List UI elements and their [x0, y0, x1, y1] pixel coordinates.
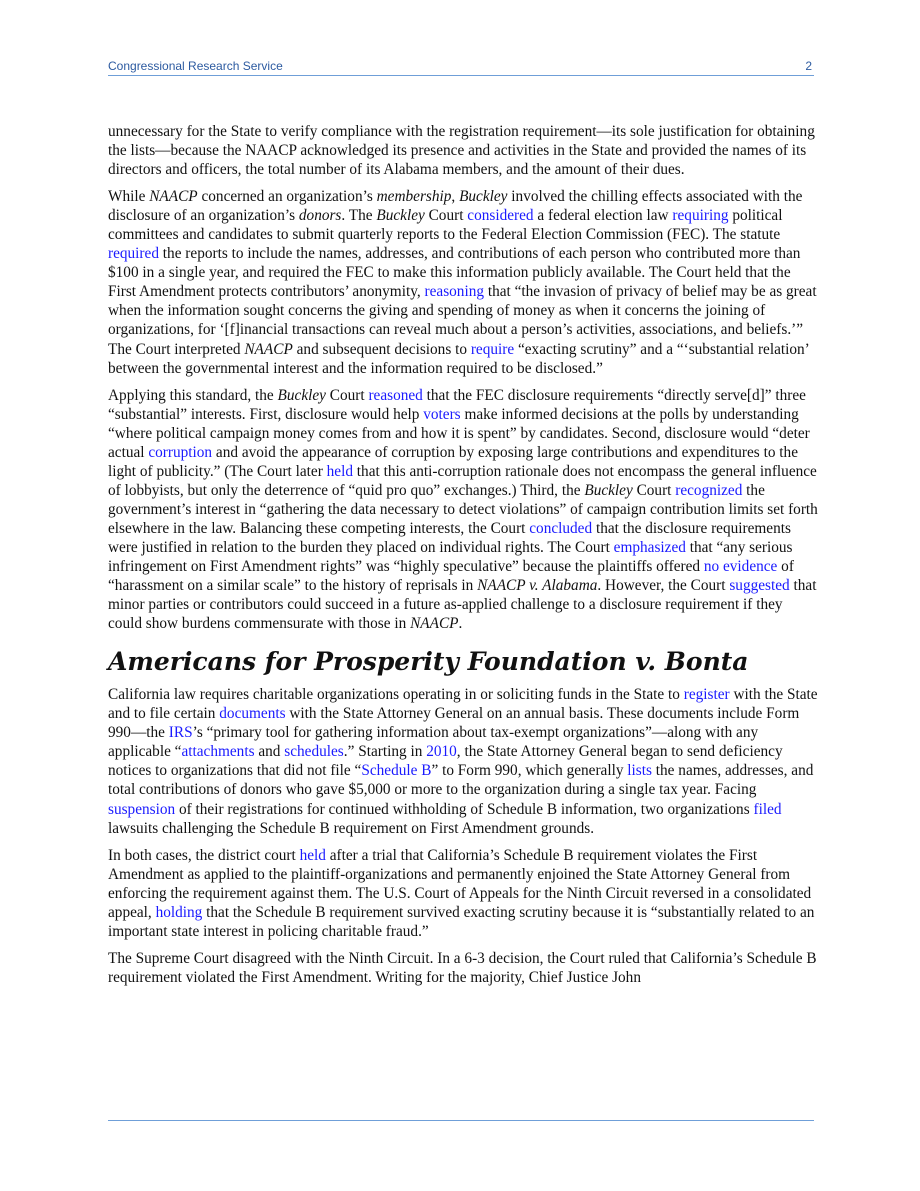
text-run: . The	[341, 207, 377, 225]
italic-text: NAACP	[410, 615, 459, 633]
text-run: the government’s interest in “gathering the data necessary to detect violations” of campaign contribution limits set forth elsewhere in the law. Balancing these competing interests, the Court	[108, 481, 818, 537]
italic-text: Buckley	[459, 188, 508, 206]
text-run: The Supreme Court disagreed with the Ninth Circuit. In a 6-3 decision, the Court ruled that California’s Schedule B requirement violated the First Amendment. Writing for the majority, Chief Justice John	[108, 949, 817, 986]
text-run: Court	[424, 207, 468, 225]
citation-link[interactable]: voters	[423, 405, 461, 423]
page-number: 2	[805, 59, 812, 73]
text-run: and subsequent decisions to	[292, 340, 471, 358]
citation-link[interactable]: lists	[627, 762, 652, 780]
text-run: the names, addresses, and total contributions of donors who gave $5,000 or more to the organization during a single tax year. Facing	[108, 762, 814, 799]
text-run: and	[254, 743, 285, 761]
paragraph-3	[108, 386, 818, 634]
paragraph-2	[108, 187, 818, 377]
italic-text: NAACP v. Alabama	[477, 577, 598, 595]
text-run: that the FEC disclosure requirements “directly serve[d]” three “substantial” interests. First, disclosure would help	[108, 386, 806, 423]
citation-link[interactable]: required	[108, 245, 159, 263]
paragraph-6	[108, 949, 818, 987]
citation-link[interactable]: concluded	[529, 519, 593, 537]
italic-text: Buckley	[277, 386, 326, 404]
page-header	[108, 59, 814, 75]
paragraph-4	[108, 685, 818, 837]
citation-link[interactable]: held	[299, 846, 326, 864]
text-run: with the State and to file certain	[108, 686, 818, 723]
citation-link[interactable]: attachments	[181, 743, 255, 761]
citation-link[interactable]: suggested	[729, 577, 790, 595]
text-run: lawsuits challenging the Schedule B requirement on First Amendment grounds.	[108, 819, 595, 837]
text-run: .	[458, 615, 463, 633]
italic-text: Buckley	[584, 481, 633, 499]
text-run: Court	[632, 481, 676, 499]
header-org: Congressional Research Service	[108, 59, 283, 73]
citation-link[interactable]: holding	[155, 903, 203, 921]
text-run: ” to Form 990, which generally	[431, 762, 628, 780]
citation-link[interactable]: register	[683, 686, 730, 704]
citation-link[interactable]: IRS	[168, 724, 193, 742]
text-run: that “any serious infringement on First Amendment rights” was “highly speculative” because the plaintiffs offered	[108, 538, 793, 576]
text-run: political committees and candidates to submit quarterly reports to the Federal Election Commission (FEC). The statute	[108, 207, 783, 244]
italic-text: membership	[376, 188, 452, 206]
italic-text: NAACP	[244, 340, 293, 358]
text-run: “exacting scrutiny” and a “‘substantial relation’ between the governmental interest and the information required to be disclosed.”	[108, 340, 809, 377]
text-run: ,	[451, 188, 460, 206]
citation-link[interactable]: suspension	[108, 800, 176, 818]
footer-rule	[108, 1120, 814, 1121]
citation-link[interactable]: 2010	[426, 743, 457, 761]
text-run: of their registrations for continued withholding of Schedule B information, two organizations	[175, 800, 754, 818]
text-run: .” Starting in	[343, 743, 427, 761]
paragraph-1	[108, 122, 818, 179]
paragraph-5	[108, 846, 818, 941]
text-run: While	[108, 188, 150, 206]
text-run: that the disclosure requirements were justified in relation to the burden they placed on individual rights. The Court	[108, 519, 791, 556]
text-run: that the Schedule B requirement survived exacting scrutiny because it is “substantially related to an important state interest in policing charitable fraud.”	[108, 903, 815, 940]
text-run: the reports to include the names, addresses, and contributions of each person who contributed more than $100 in a single year, and required the FEC to make this information publicly available. The Court held that the First Amendment protects contributors’ anonymity,	[108, 245, 801, 301]
document-body	[108, 122, 818, 995]
citation-link[interactable]: considered	[467, 207, 534, 225]
text-run: , the State Attorney General began to send deficiency notices to organizations that did not file “	[108, 743, 783, 780]
text-run: concerned an organization’s	[197, 188, 377, 206]
text-run: a federal election law	[533, 207, 673, 225]
citation-link[interactable]: recognized	[675, 481, 743, 499]
section-heading: Americans for Prosperity Foundation v. Bonta	[108, 647, 749, 677]
text-run: Applying this standard, the	[108, 386, 278, 404]
citation-link[interactable]: emphasized	[613, 538, 686, 556]
text-run: California law requires charitable organizations operating in or soliciting funds in the State to	[108, 686, 684, 704]
text-run: ’s “primary tool for gathering information about tax-exempt organizations”—along with any applicable “	[108, 724, 759, 761]
text-run: . However, the Court	[597, 577, 730, 595]
text-run: that “the invasion of privacy of belief may be as great when the information sought concerns the giving and spending of money as when it concerns the joining of organizations, for ‘[f]inancial transactions can reveal much about a person’s activities, associations, and beliefs.’” The Court interpreted	[108, 283, 817, 358]
text-run: make informed decisions at the polls by understanding “where political campaign money comes from and how it is spent” by candidates. Second, disclosure would “deter actual	[108, 405, 810, 461]
italic-text: NAACP	[149, 188, 198, 206]
citation-link[interactable]: no evidence	[703, 558, 778, 576]
text-run: of “harassment on a similar scale” to the history of reprisals in	[108, 558, 794, 595]
text-run: after a trial that California’s Schedule B requirement violates the First Amendment as applied to the plaintiff-organizations and permanently enjoined the State Attorney General from enforcing the requirement against them. The U.S. Court of Appeals for the Ninth Circuit reversed in a consolidated appeal,	[108, 846, 812, 921]
text-run: involved the chilling effects associated with the disclosure of an organization’s	[108, 188, 803, 225]
citation-link[interactable]: documents	[219, 705, 286, 723]
citation-link[interactable]: Schedule B	[361, 762, 432, 780]
text-run: and avoid the appearance of corruption by exposing large contributions and expenditures to the light of publicity.” (The Court later	[108, 443, 798, 480]
text-run: Court	[325, 386, 369, 404]
text-run: In both cases, the district court	[108, 846, 300, 864]
text-run: that minor parties or contributors could succeed in a future as-applied challenge to a disclosure requirement if they could show burdens commensurate with those in	[108, 577, 817, 633]
citation-link[interactable]: filed	[753, 800, 782, 818]
citation-link[interactable]: held	[326, 462, 353, 480]
italic-text: Buckley	[376, 207, 425, 225]
citation-link[interactable]: requiring	[672, 207, 729, 225]
italic-text: donors	[298, 207, 342, 225]
text-run: that this anti-corruption rationale does not encompass the general influence of lobbyists, but only the deterrence of “quid pro quo” exchanges.) Third, the	[108, 462, 817, 499]
citation-link[interactable]: corruption	[148, 443, 213, 461]
citation-link[interactable]: require	[470, 340, 515, 358]
citation-link[interactable]: schedules	[284, 743, 344, 761]
text-run: unnecessary for the State to verify compliance with the registration requirement—its sole justification for obtaining the lists—because the NAACP acknowledged its presence and activities in the State and provided the names of its directors and officers, the total number of its Alabama members, and the amount of their dues.	[108, 123, 815, 179]
citation-link[interactable]: reasoning	[424, 283, 484, 301]
text-run: with the State Attorney General on an annual basis. These documents include Form 990—the	[108, 705, 800, 742]
citation-link[interactable]: reasoned	[368, 386, 423, 404]
header-rule	[108, 75, 814, 76]
